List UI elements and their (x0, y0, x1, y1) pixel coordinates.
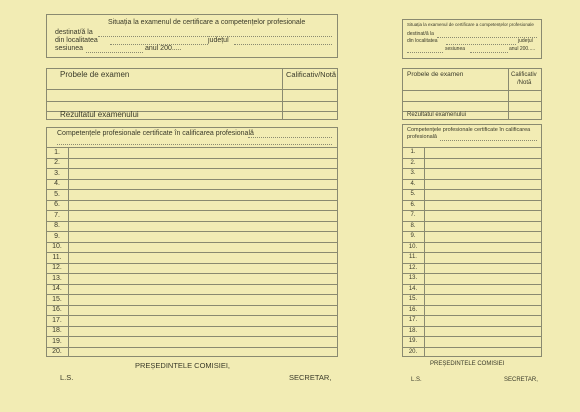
right-rezultat-label: Rezultatul examenului (407, 112, 467, 118)
left-row-entry-cell[interactable] (69, 274, 337, 283)
right-row-entry-cell[interactable] (425, 285, 541, 294)
right-row-entry-cell[interactable] (425, 295, 541, 304)
right-row-entry-cell[interactable] (425, 316, 541, 325)
right-ls-label: L.S. (411, 377, 422, 383)
left-field-judet-line[interactable] (234, 44, 332, 45)
left-row-entry-cell[interactable] (69, 316, 337, 325)
left-row-number: 13. (52, 274, 62, 282)
right-row-entry-cell[interactable] (425, 180, 541, 189)
right-row-entry-cell[interactable] (425, 243, 541, 252)
right-field-sesiunea-line[interactable] (470, 52, 508, 53)
left-row-number: 3. (54, 169, 60, 177)
right-col-calificativ-header-1: Calificativ (511, 72, 537, 78)
left-field-destinat-label: destinat/ă la (55, 29, 93, 36)
right-row-number: 12. (408, 264, 418, 271)
left-row-entry-cell[interactable] (69, 253, 337, 262)
right-row-number: 14. (408, 285, 418, 292)
right-row-entry-cell[interactable] (425, 148, 541, 157)
left-presedinte-label: PREȘEDINTELE COMISIEI, (135, 361, 231, 370)
left-row-number: 10. (52, 243, 62, 251)
right-row-entry-cell[interactable] (425, 348, 541, 357)
right-field-destinat-label: destinat/ă la (407, 31, 434, 37)
left-row-entry-cell[interactable] (69, 148, 337, 157)
left-rezultat-label: Rezultatul examenului (60, 110, 139, 119)
left-field-sesiunea-label: sesiunea (55, 45, 84, 52)
left-field-judet-label: județul (208, 37, 229, 44)
right-row-entry-cell[interactable] (425, 201, 541, 210)
left-row-number: 7. (54, 211, 60, 219)
left-row-entry-cell[interactable] (69, 337, 337, 346)
left-row-entry-cell[interactable] (69, 232, 337, 241)
left-field-anul-label: anul 200..... (145, 45, 182, 52)
right-row-entry-cell[interactable] (425, 327, 541, 336)
left-secretar-label: SECRETAR, (289, 373, 332, 382)
right-row-entry-cell[interactable] (425, 159, 541, 168)
right-row-entry-cell[interactable] (425, 190, 541, 199)
right-row-number: 17. (408, 317, 418, 324)
right-exam-col-divider (508, 68, 509, 120)
right-row-entry-cell[interactable] (425, 169, 541, 178)
left-field-localitate-label: din localitatea (55, 37, 98, 44)
left-row-number: 2. (54, 159, 60, 167)
right-row-number: 13. (408, 275, 418, 282)
right-field-localitate-label: din localitatea (407, 38, 438, 44)
left-col-calificativ-header: Calificativ/Notă (286, 70, 337, 79)
left-competente-title: Competențele profesionale certificate în calificarea profesională (57, 130, 254, 137)
right-exam-row-line (402, 90, 542, 91)
right-row-number: 16. (408, 306, 418, 313)
right-competente-line[interactable] (440, 140, 537, 141)
right-row-entry-cell[interactable] (425, 253, 541, 262)
left-row-entry-cell[interactable] (69, 264, 337, 273)
right-row-number: 1. (410, 149, 416, 156)
right-field-anul-label: anul 200..... (509, 46, 536, 52)
right-field-prefix-line[interactable] (407, 52, 443, 53)
left-row-entry-cell[interactable] (69, 285, 337, 294)
right-row-entry-cell[interactable] (425, 222, 541, 231)
left-row-number: 5. (54, 190, 60, 198)
left-header-title: Situația la examenul de certificare a competențelor profesionale (108, 19, 306, 26)
right-competente-title-1: Competențele profesionale certificate în calificarea (407, 127, 531, 133)
right-row-number: 15. (408, 296, 418, 303)
left-row-entry-cell[interactable] (69, 348, 337, 357)
left-row-number: 12. (52, 264, 62, 272)
left-row-number: 11. (52, 253, 62, 261)
right-field-sesiunea-label: sesiunea (445, 46, 466, 52)
left-row-entry-cell[interactable] (69, 327, 337, 336)
right-row-number: 19. (408, 338, 418, 345)
right-col-probe-header: Probele de examen (407, 71, 464, 78)
right-header-title: Situația la examenul de certificare a competențelor profesionale (407, 22, 534, 27)
left-field-sesiunea-line[interactable] (86, 52, 143, 53)
left-row-entry-cell[interactable] (69, 159, 337, 168)
left-exam-row-line (46, 101, 338, 102)
left-competente-line-1[interactable] (248, 137, 332, 138)
left-row-entry-cell[interactable] (69, 169, 337, 178)
right-competente-title-2: profesională (407, 134, 437, 140)
left-row-entry-cell[interactable] (69, 295, 337, 304)
left-row-number: 1. (54, 148, 60, 156)
right-secretar-label: SECRETAR, (504, 377, 538, 383)
right-row-entry-cell[interactable] (425, 211, 541, 220)
right-exam-row-line (402, 101, 542, 102)
left-row-number: 9. (54, 232, 60, 240)
right-row-number: 9. (410, 233, 416, 240)
right-col-calificativ-header-2: /Notă (517, 80, 532, 86)
left-row-entry-cell[interactable] (69, 211, 337, 220)
left-competente-line-2[interactable] (57, 144, 332, 145)
left-row-entry-cell[interactable] (69, 190, 337, 199)
right-row-number: 4. (410, 180, 416, 187)
right-row-number: 3. (410, 170, 416, 177)
right-row-number: 10. (408, 243, 418, 250)
right-field-localitate-line[interactable] (446, 44, 516, 45)
right-field-judet-label: județul (518, 38, 533, 44)
left-row-number: 14. (52, 285, 62, 293)
left-exam-row-line (46, 89, 338, 90)
left-row-entry-cell[interactable] (69, 243, 337, 252)
left-row-entry-cell[interactable] (69, 201, 337, 210)
left-row-number: 20. (52, 348, 62, 356)
left-col-probe-header: Probele de examen (60, 70, 130, 79)
left-row-number: 17. (52, 316, 62, 324)
left-row-number: 4. (54, 180, 60, 188)
left-row-entry-cell[interactable] (69, 180, 337, 189)
right-row-entry-cell[interactable] (425, 264, 541, 273)
left-ls-label: L.S. (60, 373, 74, 382)
right-row-entry-cell[interactable] (425, 232, 541, 241)
right-row-number: 5. (410, 191, 416, 198)
right-row-number: 20. (408, 348, 418, 355)
left-row-number: 6. (54, 201, 60, 209)
left-row-number: 19. (52, 337, 62, 345)
left-row-number: 15. (52, 295, 62, 303)
right-row-number: 18. (408, 327, 418, 334)
right-row-number: 8. (410, 222, 416, 229)
right-row-entry-cell[interactable] (425, 306, 541, 315)
right-row-entry-cell[interactable] (425, 337, 541, 346)
left-exam-col-divider (282, 68, 283, 120)
left-row-number: 16. (52, 306, 62, 314)
left-row-entry-cell[interactable] (69, 222, 337, 231)
right-row-number: 7. (410, 212, 416, 219)
left-row-entry-cell[interactable] (69, 306, 337, 315)
left-row-number: 8. (54, 222, 60, 230)
right-row-number: 11. (409, 254, 417, 261)
right-presedinte-label: PREȘEDINTELE COMISIEI (430, 361, 505, 367)
right-row-entry-cell[interactable] (425, 274, 541, 283)
left-row-number: 18. (52, 327, 62, 335)
right-row-number: 6. (410, 201, 416, 208)
right-row-number: 2. (410, 159, 416, 166)
